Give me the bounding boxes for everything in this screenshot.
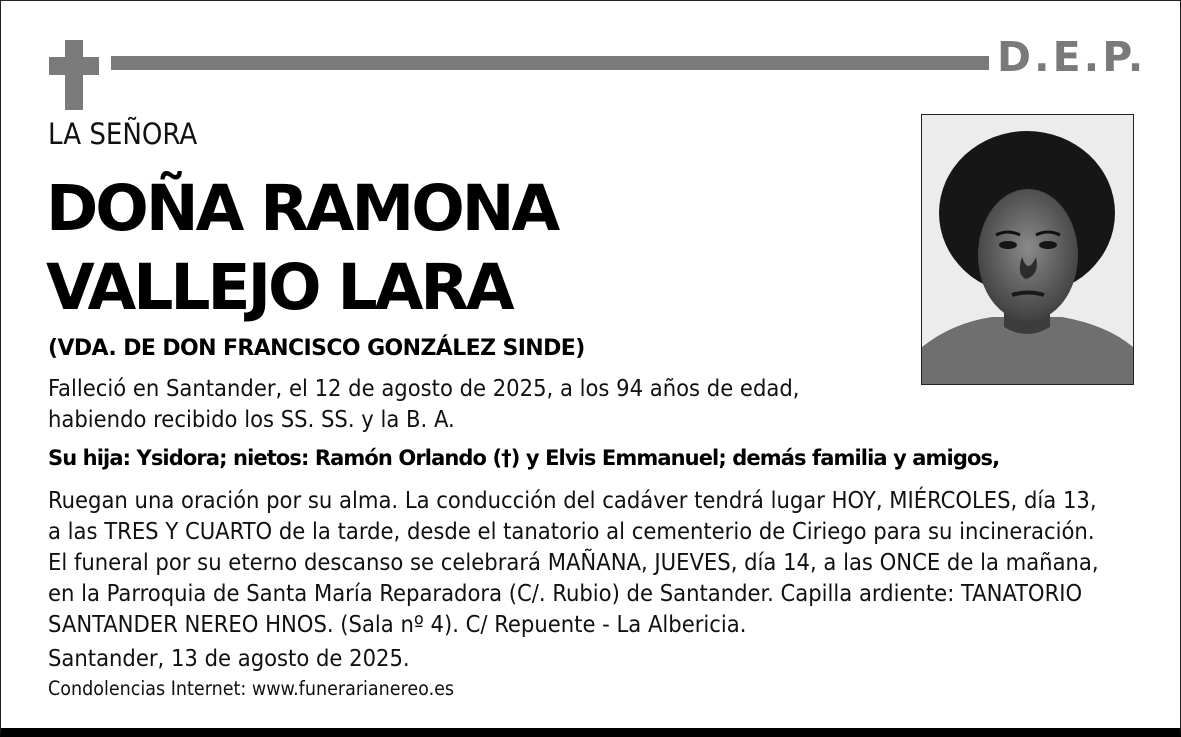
funeral-line: a las TRES Y CUARTO de la tarde, desde el tanatorio al cementerio de Ciriego para su incineración. — [48, 517, 1095, 545]
dep-label: D.E.P. — [997, 33, 1147, 81]
name-line-2: VALLEJO LARA — [46, 251, 512, 324]
condolences-link[interactable]: Condolencias Internet: www.funerarianereo.es — [48, 677, 455, 700]
header-rule — [111, 56, 989, 70]
name-line-1: DOÑA RAMONA — [46, 172, 558, 245]
funeral-line: El funeral por su eterno descanso se celebrará MAÑANA, JUEVES, día 14, a las ONCE de la mañana, — [48, 548, 1099, 576]
widow-of: (VDA. DE DON FRANCISCO GONZÁLEZ SINDE) — [48, 336, 585, 361]
death-notice-line: habiendo recibido los SS. SS. y la B. A. — [48, 405, 455, 433]
honorific: LA SEÑORA — [48, 117, 198, 151]
portrait-photo — [921, 114, 1134, 385]
funeral-line: en la Parroquia de Santa María Reparadora (C/. Rubio) de Santander. Capilla ardiente: TANATORIO — [48, 579, 1083, 607]
portrait-icon — [922, 115, 1133, 384]
funeral-line: Ruegan una oración por su alma. La conducción del cadáver tendrá lugar HOY, MIÉRCOLES, día 13, — [48, 486, 1097, 514]
funeral-details — [48, 485, 1099, 640]
family-mourners: Su hija: Ysidora; nietos: Ramón Orlando (†) y Elvis Emmanuel; demás familia y amigos, — [48, 446, 1000, 470]
cross-icon-bar — [49, 57, 99, 75]
death-notice — [48, 373, 799, 435]
death-notice-line: Falleció en Santander, el 12 de agosto de 2025, a los 94 años de edad, — [48, 374, 800, 402]
place-date: Santander, 13 de agosto de 2025. — [48, 644, 410, 672]
funeral-line: SANTANDER NEREO HNOS. (Sala nº 4). C/ Repuente - La Albericia. — [48, 610, 747, 638]
deceased-name — [46, 169, 557, 327]
cross-icon — [65, 40, 83, 110]
